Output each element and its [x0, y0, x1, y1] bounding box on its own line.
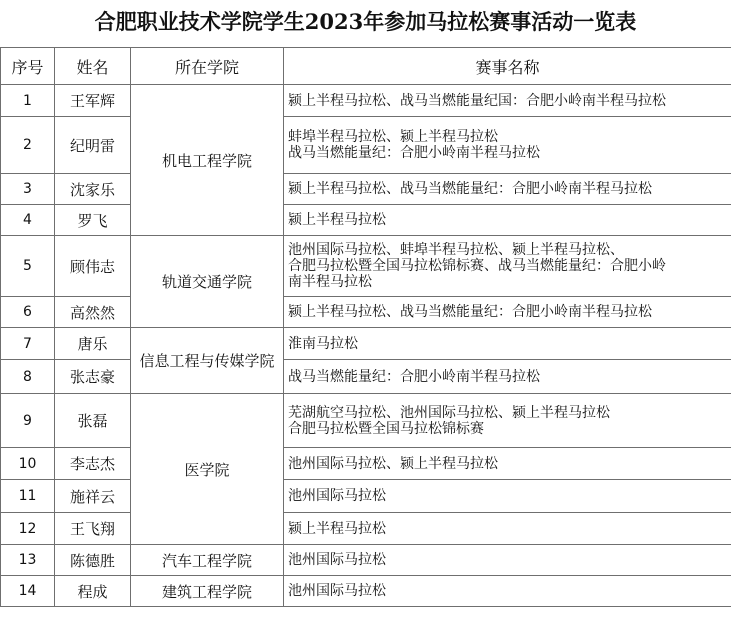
row-index: 8 [1, 360, 55, 394]
student-name: 张磊 [55, 394, 131, 448]
student-name: 王军辉 [55, 85, 131, 117]
student-name: 张志豪 [55, 360, 131, 394]
college-name: 医学院 [131, 394, 284, 545]
event-names [284, 394, 731, 448]
event-names [284, 448, 731, 480]
table-row [1, 360, 731, 394]
college-name: 轨道交通学院 [131, 236, 284, 328]
student-name: 王飞翔 [55, 513, 131, 545]
event-line: 战马当燃能量纪：合肥小岭南半程马拉松 [288, 368, 540, 385]
table-row [1, 297, 731, 328]
header-name: 姓名 [55, 48, 131, 85]
header-events: 赛事名称 [284, 48, 731, 85]
college-name: 建筑工程学院 [131, 576, 284, 607]
table-row [1, 328, 731, 360]
event-names [284, 117, 731, 174]
event-names [284, 236, 731, 297]
student-name: 高然然 [55, 297, 131, 328]
college-name: 信息工程与传媒学院 [131, 328, 284, 394]
row-index: 13 [1, 545, 55, 576]
row-index: 1 [1, 85, 55, 117]
row-index: 14 [1, 576, 55, 607]
event-line: 颍上半程马拉松、战马当燃能量纪：合肥小岭南半程马拉松 [288, 181, 652, 197]
table-row [1, 545, 731, 576]
event-line: 战马当燃能量纪：合肥小岭南半程马拉松 [288, 145, 540, 161]
event-names [284, 480, 731, 513]
table-row [1, 448, 731, 480]
marathon-table [0, 47, 731, 607]
student-name: 程成 [55, 576, 131, 607]
row-index: 3 [1, 174, 55, 205]
student-name: 沈家乐 [55, 174, 131, 205]
table-row [1, 205, 731, 236]
event-names [284, 205, 731, 236]
student-name: 施祥云 [55, 480, 131, 513]
student-name: 顾伟志 [55, 236, 131, 297]
student-name: 陈德胜 [55, 545, 131, 576]
event-line: 合肥马拉松暨全国马拉松锦标赛 [288, 420, 484, 437]
event-line: 颍上半程马拉松、战马当燃能量纪国：合肥小岭南半程马拉松 [288, 92, 666, 109]
student-name: 李志杰 [55, 448, 131, 480]
event-line: 蚌埠半程马拉松、颍上半程马拉松 [288, 129, 498, 145]
event-line: 池州国际马拉松 [288, 552, 386, 568]
header-row [1, 48, 731, 85]
event-line: 池州国际马拉松 [288, 583, 386, 599]
header-index: 序号 [1, 48, 55, 85]
college-name: 汽车工程学院 [131, 545, 284, 576]
event-line: 颍上半程马拉松 [288, 520, 386, 537]
event-names [284, 545, 731, 576]
row-index: 6 [1, 297, 55, 328]
event-line: 池州国际马拉松 [288, 488, 386, 504]
row-index: 11 [1, 480, 55, 513]
row-index: 12 [1, 513, 55, 545]
event-line: 淮南马拉松 [288, 335, 358, 352]
row-index: 4 [1, 205, 55, 236]
row-index: 10 [1, 448, 55, 480]
table-row [1, 174, 731, 205]
student-name: 唐乐 [55, 328, 131, 360]
table-row [1, 394, 731, 448]
row-index: 9 [1, 394, 55, 448]
event-names [284, 513, 731, 545]
student-name: 纪明雷 [55, 117, 131, 174]
event-names [284, 328, 731, 360]
table-row [1, 480, 731, 513]
table-row [1, 576, 731, 607]
row-index: 7 [1, 328, 55, 360]
event-line: 池州国际马拉松、蚌埠半程马拉松、颍上半程马拉松、 [288, 242, 624, 258]
row-index: 2 [1, 117, 55, 174]
event-names [284, 576, 731, 607]
table-row [1, 85, 731, 117]
event-names [284, 360, 731, 394]
event-names [284, 85, 731, 117]
table-row [1, 117, 731, 174]
event-line: 颍上半程马拉松 [288, 212, 386, 228]
event-line: 芜湖航空马拉松、池州国际马拉松、颍上半程马拉松 [288, 404, 610, 421]
table-row [1, 236, 731, 297]
header-college: 所在学院 [131, 48, 284, 85]
table-row [1, 513, 731, 545]
college-name: 机电工程学院 [131, 85, 284, 236]
event-names [284, 297, 731, 328]
event-names [284, 174, 731, 205]
table-body [1, 85, 731, 607]
row-index: 5 [1, 236, 55, 297]
event-line: 合肥马拉松暨全国马拉松锦标赛、战马当燃能量纪：合肥小岭 [288, 258, 666, 274]
event-line: 南半程马拉松 [288, 274, 372, 290]
student-name: 罗飞 [55, 205, 131, 236]
document-title: 合肥职业技术学院学生2023年参加马拉松赛事活动一览表 [94, 9, 637, 34]
event-line: 颍上半程马拉松、战马当燃能量纪：合肥小岭南半程马拉松 [288, 304, 652, 320]
event-line: 池州国际马拉松、颍上半程马拉松 [288, 455, 498, 472]
